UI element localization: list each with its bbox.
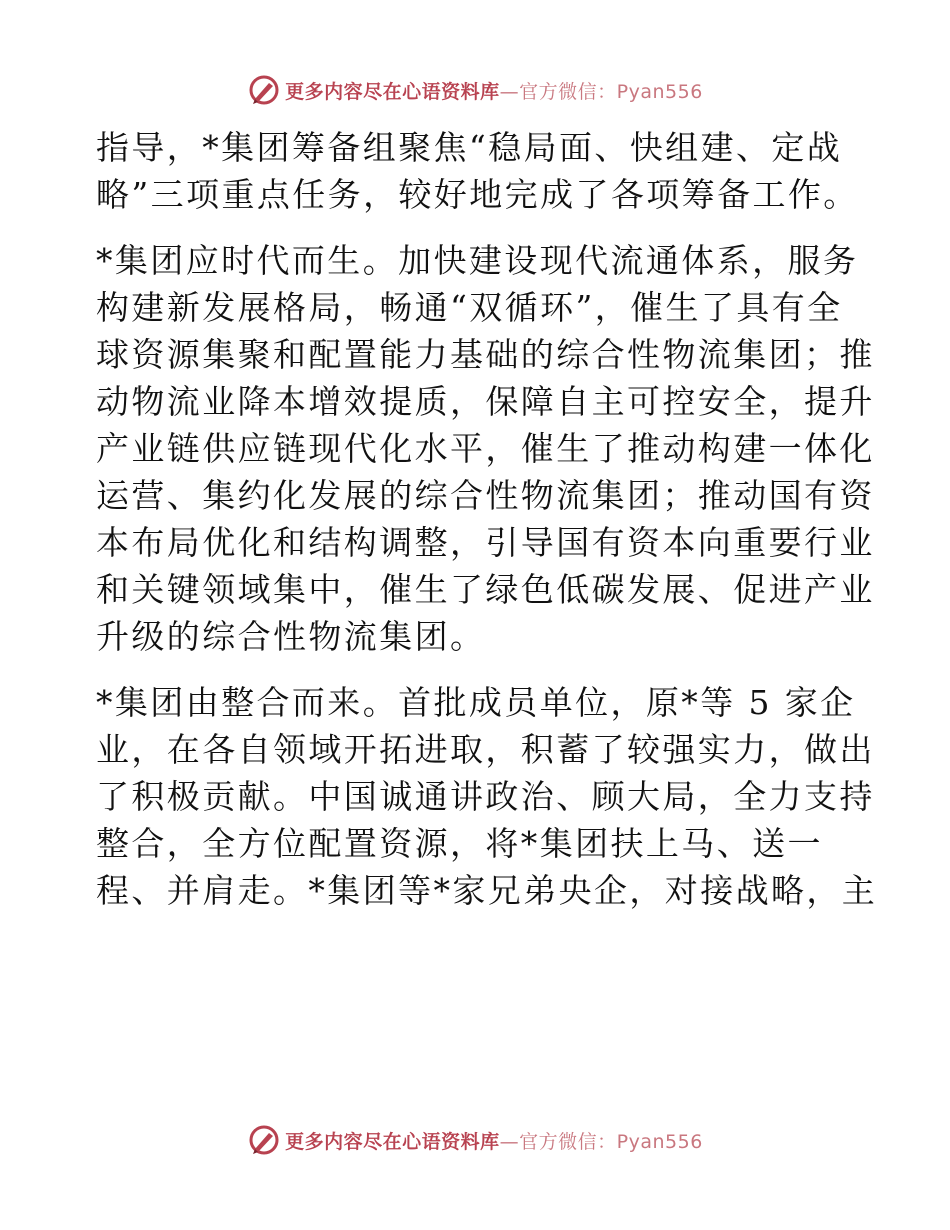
paragraph-3-line-4: 整合，全方位配置资源，将*集团扶上马、送一 xyxy=(96,824,823,863)
paragraph-3-line-5: 程、并肩走。*集团等*家兄弟央企，对接战略，主 xyxy=(96,871,878,910)
paragraph-3-line-3: 了积极贡献。中国诚通讲政治、顾大局，全力支持 xyxy=(96,777,875,816)
paragraph-2-line-2: 构建新发展格局，畅通“双循环”，催生了具有全 xyxy=(96,288,843,327)
document-body xyxy=(96,124,878,914)
paragraph-1-line-2: 略”三项重点任务，较好地完成了各项筹备工作。 xyxy=(96,175,859,214)
paragraph-2-line-8: 和关键领域集中，催生了绿色低碳发展、促进产业 xyxy=(96,570,875,609)
header-banner xyxy=(0,72,950,108)
paragraph-2-line-6: 运营、集约化发展的综合性物流集团；推动国有资 xyxy=(96,476,875,515)
paragraph-3-line-2: 业，在各自领域开拓进取，积蓄了较强实力，做出 xyxy=(96,730,875,769)
circle-pen-logo-icon xyxy=(247,73,281,107)
header-banner-text: 更多内容尽在心语资料库—官方微信：Pyan556 xyxy=(285,80,703,103)
paragraph-2-line-1: *集团应时代而生。加快建设现代流通体系，服务 xyxy=(96,241,859,280)
paragraph-2-line-9: 升级的综合性物流集团。 xyxy=(96,617,486,656)
paragraph-1-line-1: 指导，*集团筹备组聚焦“稳局面、快组建、定战 xyxy=(96,128,843,167)
paragraph-2-line-4: 动物流业降本增效提质，保障自主可控安全，提升 xyxy=(96,382,875,421)
footer-banner xyxy=(0,1122,950,1158)
paragraph-2-line-5: 产业链供应链现代化水平，催生了推动构建一体化 xyxy=(96,429,875,468)
paragraph-2-line-7: 本布局优化和结构调整，引导国有资本向重要行业 xyxy=(96,523,875,562)
paragraph-2-line-3: 球资源集聚和配置能力基础的综合性物流集团；推 xyxy=(96,335,875,374)
circle-pen-logo-icon xyxy=(247,1123,281,1157)
paragraph-3-line-1: *集团由整合而来。首批成员单位，原*等 5 家企 xyxy=(96,683,856,722)
footer-banner-text: 更多内容尽在心语资料库—官方微信：Pyan556 xyxy=(285,1130,703,1153)
